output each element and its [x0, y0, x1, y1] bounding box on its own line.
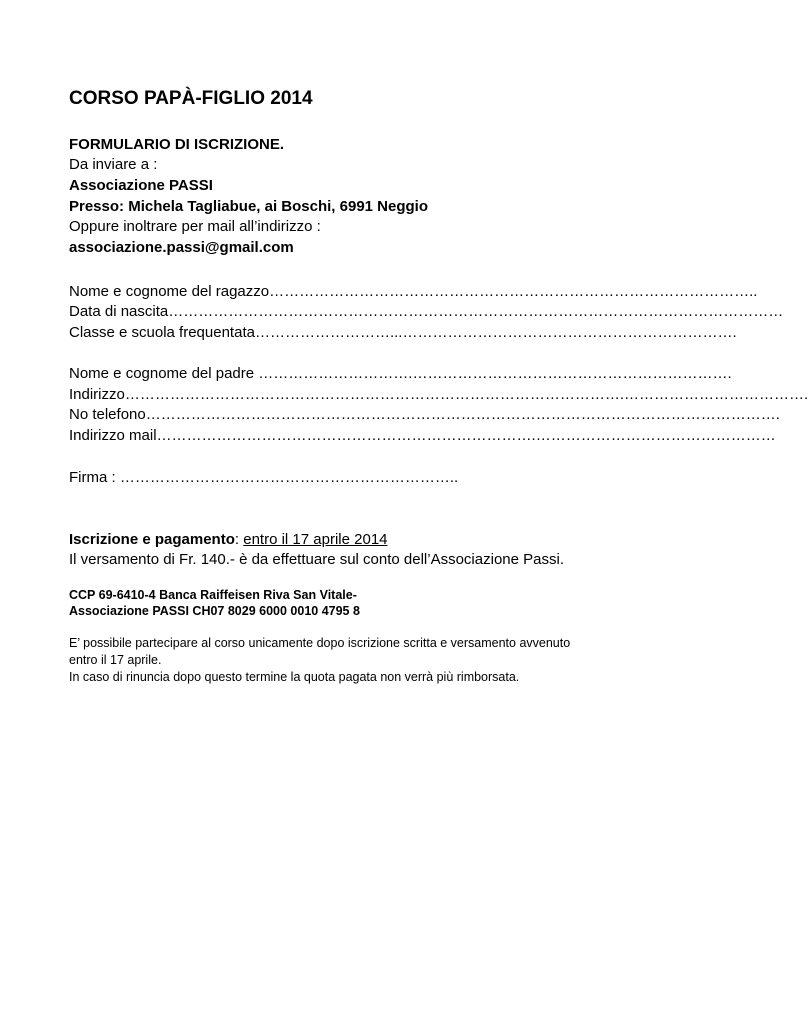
payment-heading-label: Iscrizione e pagamento: [69, 531, 235, 548]
form-heading: FORMULARIO DI ISCRIZIONE.: [69, 136, 284, 153]
payment-heading-colon: :: [234, 531, 244, 548]
postal-address: Presso: Michela Tagliabue, ai Boschi, 6991 Neggio: [69, 198, 429, 215]
field-email[interactable]: Indirizzo mail………………………………………………………………….…………………………………………: [69, 427, 776, 444]
document-title: CORSO PAPÀ-FIGLIO 2014: [69, 88, 313, 109]
ccp-line-2: Associazione PASSI CH07 8029 6000 0010 4795 8: [69, 604, 360, 618]
field-child-name[interactable]: Nome e cognome del ragazzo……………………………………………………………………………………..: [69, 283, 758, 300]
payment-heading: [69, 530, 388, 550]
association-email: associazione.passi@gmail.com: [69, 239, 294, 256]
association-name: Associazione PASSI: [69, 177, 213, 194]
field-class-school[interactable]: Classe e scuola frequentata………………………...………………………………………………………….: [69, 324, 737, 341]
ccp-line-1: CCP 69-6410-4 Banca Raiffeisen Riva San Vitale-: [69, 588, 357, 602]
payment-amount-text: Il versamento di Fr. 140.- è da effettuare sul conto dell’Associazione Passi.: [69, 551, 564, 568]
field-phone[interactable]: No telefono……………………………………………………………………………………………………………….: [69, 406, 780, 423]
field-signature[interactable]: Firma : …………………………………………………………..: [69, 469, 459, 486]
note-line-2: entro il 17 aprile.: [69, 653, 162, 667]
field-father-name[interactable]: Nome e cognome del padre ………………………….……………………………………………………….: [69, 365, 732, 382]
send-to-label: Da inviare a :: [69, 156, 158, 173]
field-address[interactable]: Indirizzo……………………………………………………………………………………….……………………………….: [69, 386, 808, 403]
note-line-3: In caso di rinuncia dopo questo termine la quota pagata non verrà più rimborsata.: [69, 670, 520, 684]
note-line-1: E’ possibile partecipare al corso unicamente dopo iscrizione scritta e versamento avvenuto: [69, 636, 571, 650]
email-intro: Oppure inoltrare per mail all’indirizzo :: [69, 218, 321, 235]
field-birth-date[interactable]: Data di nascita……………………………………………………………………………………………………………: [69, 303, 784, 320]
payment-deadline: entro il 17 aprile 2014: [243, 531, 388, 548]
